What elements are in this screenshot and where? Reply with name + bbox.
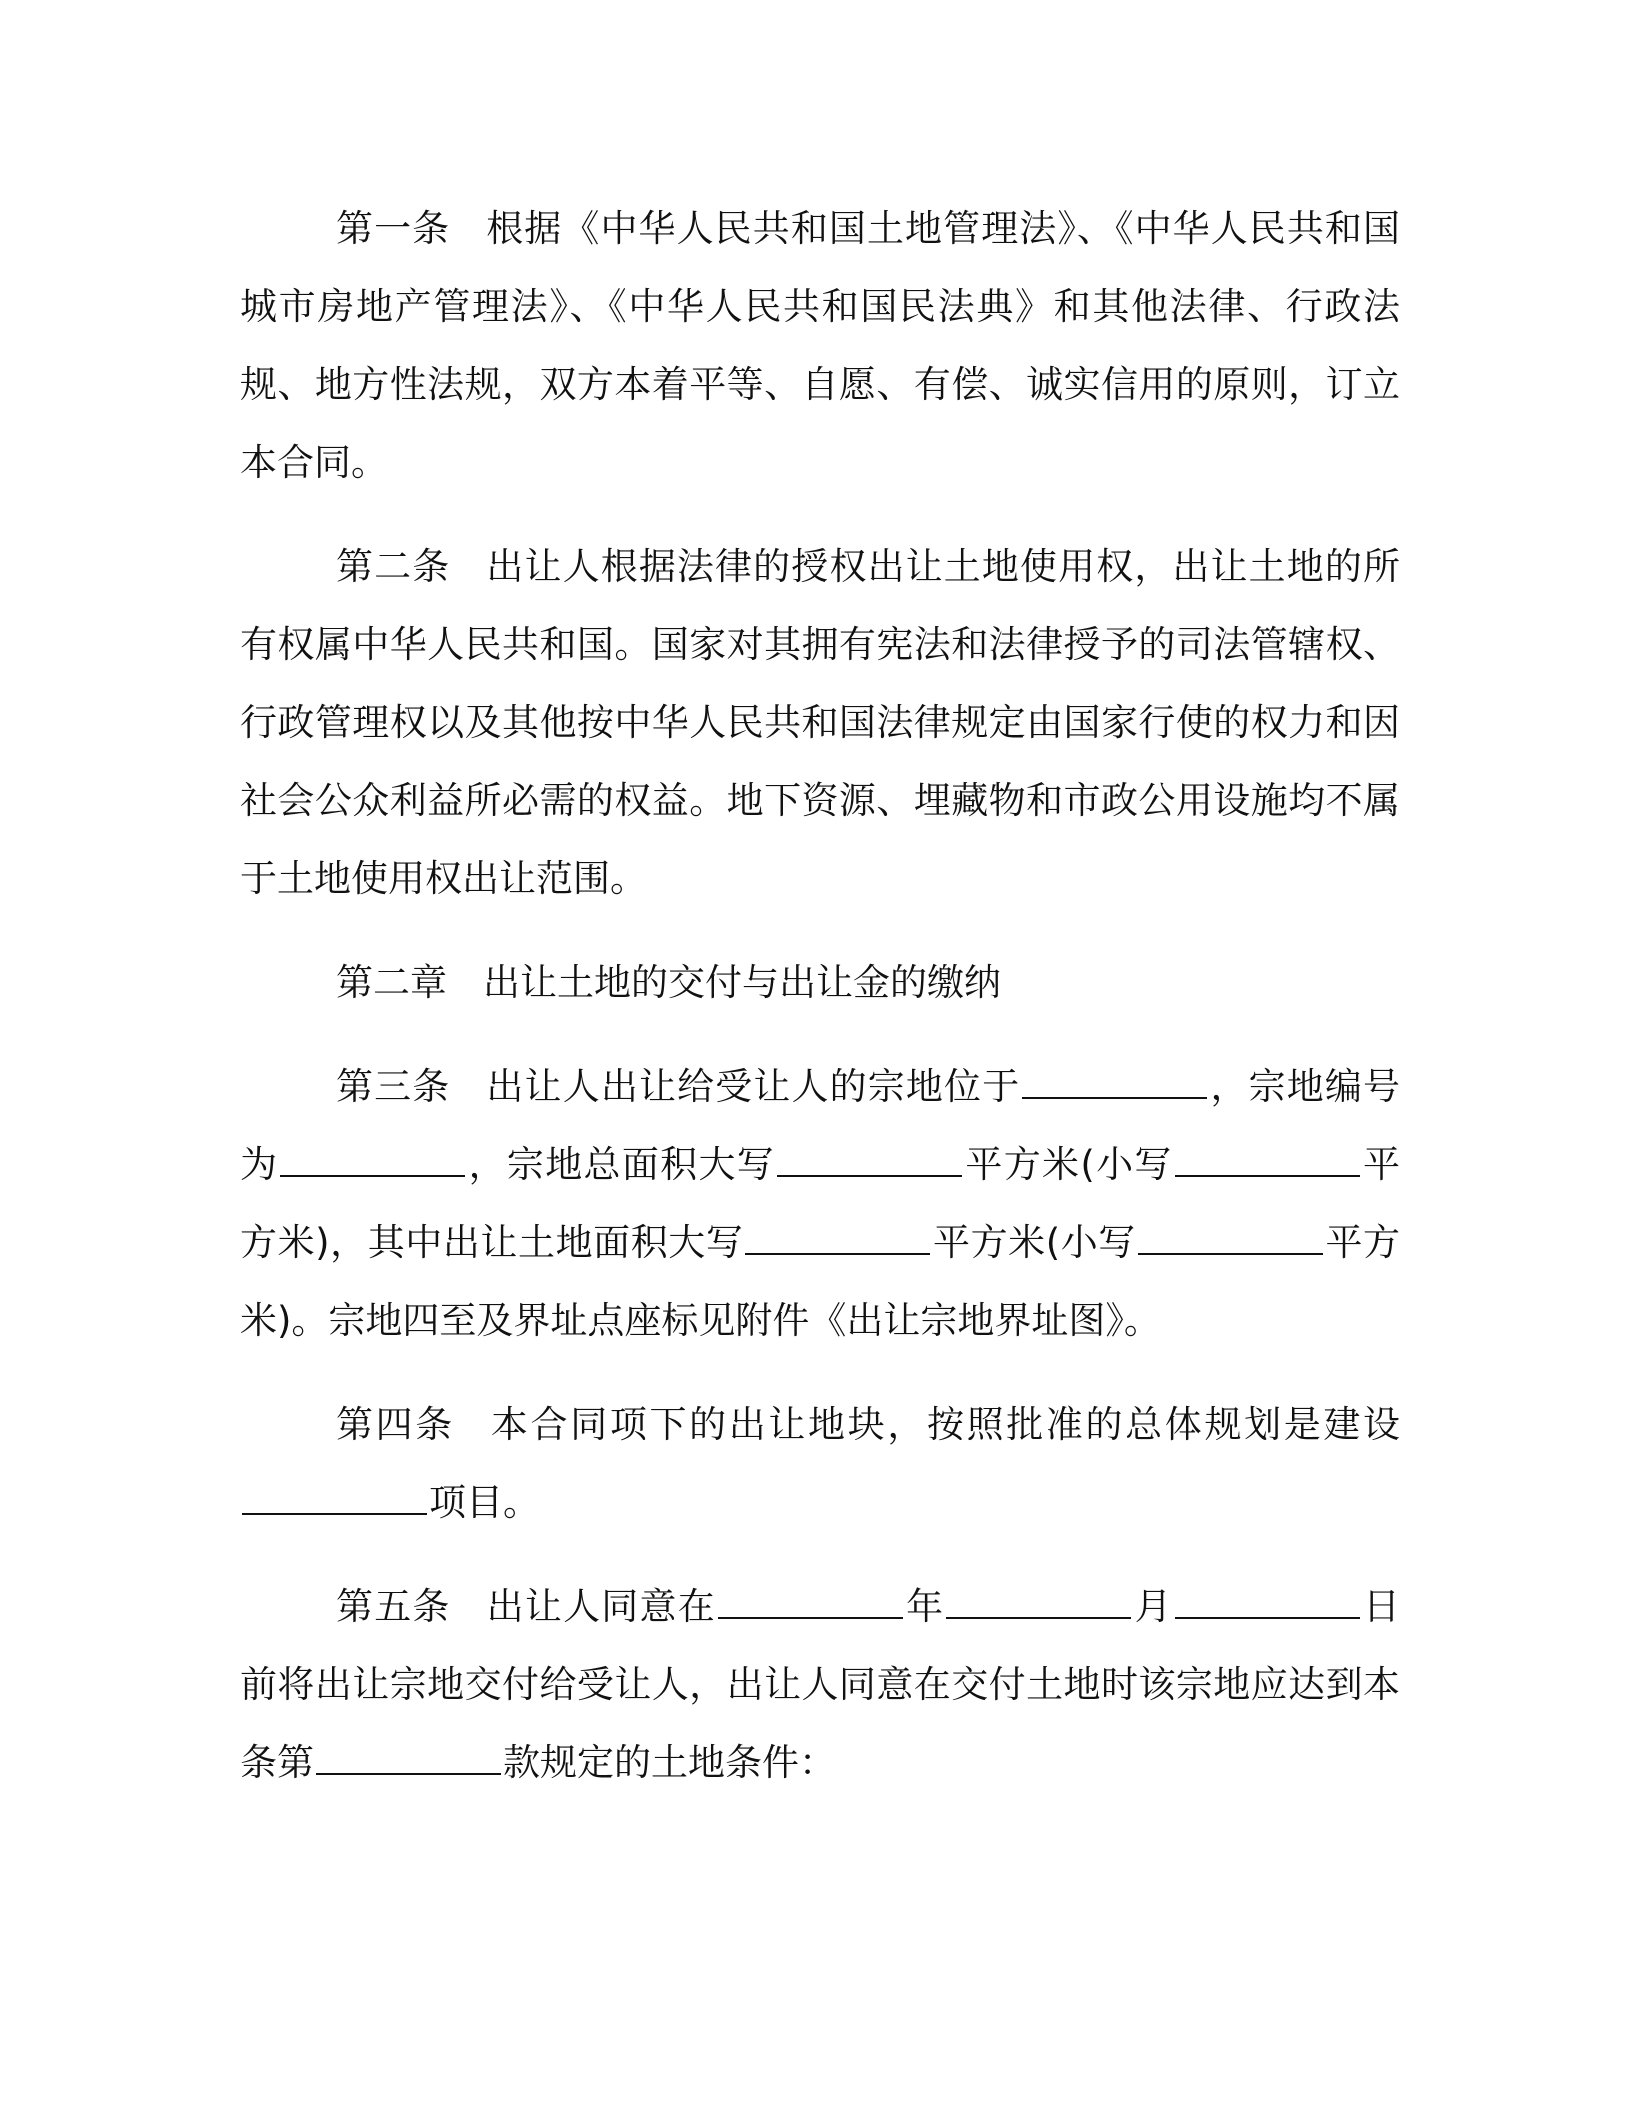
article-text: 平方米(小写 — [964, 1143, 1173, 1186]
article-text: 根据《中华人民共和国土地管理法》、《中华人民共和国城市房地产管理法》、《中华人民共和国民法典》和其他法律、行政法规、地方性法规，双方本着平等、自愿、有偿、诚实信用的原则，订立本合同。 — [240, 207, 1401, 484]
chapter-label: 第二章 — [336, 961, 447, 1004]
fill-blank-clause-number[interactable] — [316, 1739, 501, 1775]
article-text: 平方米(小写 — [932, 1221, 1136, 1264]
article-text: ，宗地总面积大写 — [467, 1143, 776, 1186]
article-2 — [240, 528, 1400, 918]
fill-blank-day[interactable] — [1175, 1583, 1360, 1619]
fill-blank-granted-area-words[interactable] — [745, 1219, 930, 1255]
article-text: 出让人同意在 — [486, 1585, 716, 1628]
article-label: 第四条 — [336, 1403, 455, 1446]
article-1 — [240, 190, 1400, 502]
document-body — [240, 190, 1400, 1828]
article-text: 款规定的土地条件： — [503, 1741, 836, 1784]
article-text: ，宗地编号为 — [240, 1065, 1401, 1186]
fill-blank-project[interactable] — [242, 1479, 427, 1515]
article-label: 第三条 — [336, 1065, 451, 1108]
article-label: 第二条 — [336, 545, 451, 588]
fill-blank-month[interactable] — [946, 1583, 1131, 1619]
article-text: 本合同项下的出让地块，按照批准的总体规划是建设 — [490, 1403, 1401, 1446]
fill-blank-total-area-words[interactable] — [777, 1141, 962, 1177]
article-text: 出让人根据法律的授权出让土地使用权，出让土地的所有权属中华人民共和国。国家对其拥有宪法和法律授予的司法管辖权、行政管理权以及其他按中华人民共和国法律规定由国家行使的权力和因社会公众利益所必需的权益。地下资源、埋藏物和市政公用设施均不属于土地使用权出让范围。 — [240, 545, 1401, 900]
article-3 — [240, 1048, 1400, 1360]
fill-blank-parcel-number[interactable] — [280, 1141, 465, 1177]
article-4 — [240, 1386, 1400, 1542]
article-label: 第五条 — [336, 1585, 451, 1628]
article-label: 第一条 — [336, 207, 451, 250]
article-text: 出让人出让给受让人的宗地位于 — [486, 1065, 1021, 1108]
article-text: 年 — [904, 1585, 945, 1628]
fill-blank-total-area-digits[interactable] — [1175, 1141, 1360, 1177]
fill-blank-location[interactable] — [1022, 1063, 1207, 1099]
article-text: 项目。 — [429, 1481, 540, 1524]
article-text: 平方米)。宗地四至及界址点座标见附件《出让宗地界址图》。 — [240, 1221, 1401, 1342]
chapter-2-heading — [240, 944, 1400, 1022]
article-text: 月 — [1133, 1585, 1173, 1628]
article-5 — [240, 1568, 1400, 1802]
chapter-title: 出让土地的交付与出让金的缴纳 — [483, 961, 1001, 1004]
article-text: 平方米)，其中出让土地面积大写 — [240, 1143, 1401, 1264]
article-text: 日前将出让宗地交付给受让人，出让人同意在交付土地时该宗地应达到本条第 — [240, 1585, 1401, 1784]
fill-blank-year[interactable] — [718, 1583, 903, 1619]
fill-blank-granted-area-digits[interactable] — [1138, 1219, 1323, 1255]
